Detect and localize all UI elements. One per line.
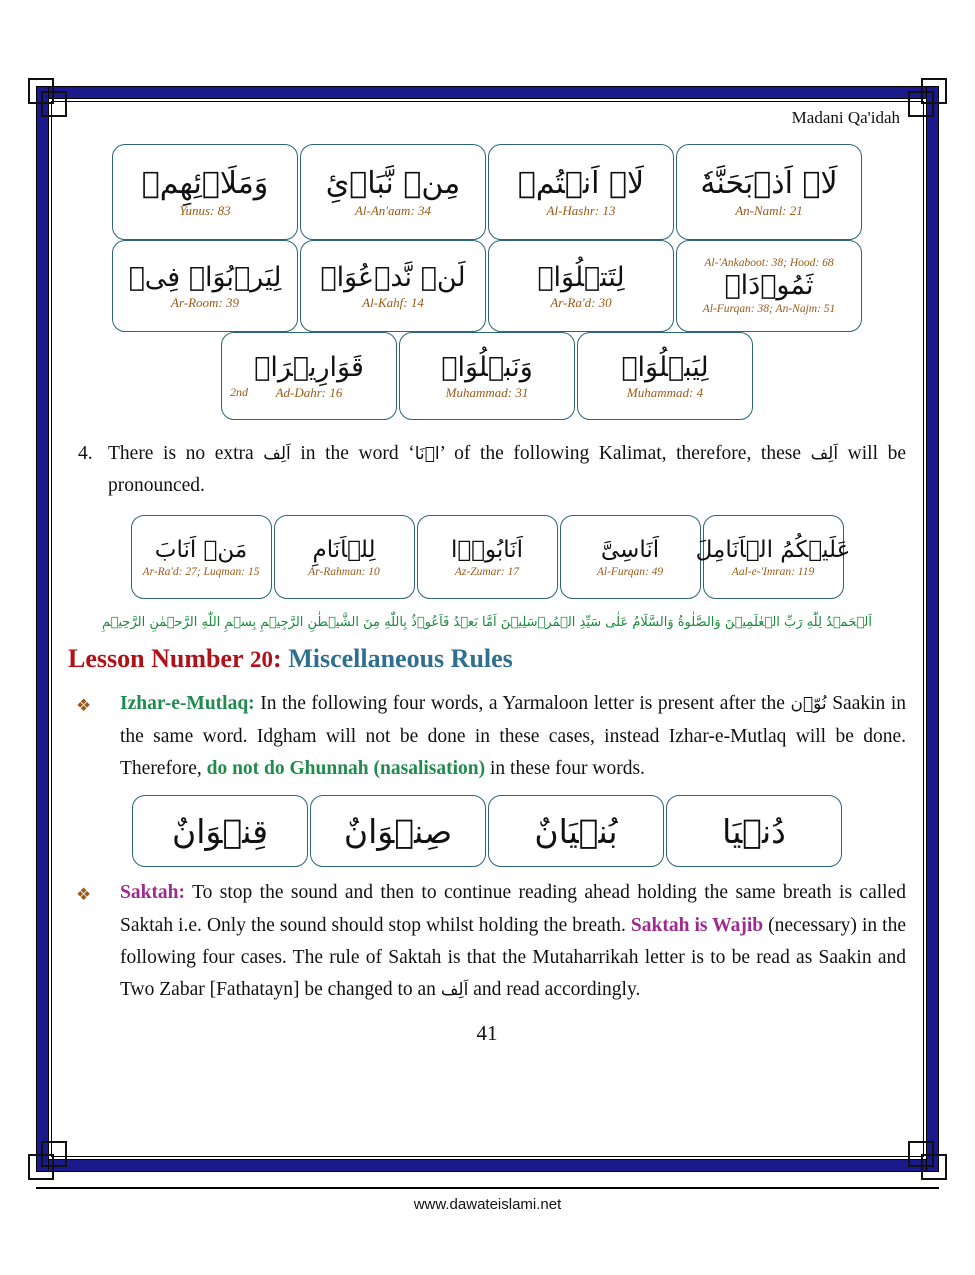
lesson-title: Miscellaneous Rules <box>288 644 513 674</box>
word-reference: Ar-Ra'd: 27; Luqman: 15 <box>142 566 260 579</box>
word-box <box>131 515 272 599</box>
word-box <box>577 332 753 420</box>
word-box <box>488 795 664 867</box>
word-reference: An-Naml: 21 <box>735 203 803 219</box>
word-box <box>300 144 486 240</box>
word-box-row-4 <box>68 515 906 599</box>
word-arabic: صِنۡوَانٌ <box>343 811 453 851</box>
word-reference: Ad-Dahr: 16 <box>275 385 343 401</box>
frame-bar-right <box>926 86 939 1172</box>
bullet-text-a: To stop the sound and then to continue reading ahead holding the same breath is called Saktah i.e. Only the sound should stop whilst holding the breath. <box>120 882 906 936</box>
word-arabic: لِتَتۡلُوَاۡ <box>537 261 625 293</box>
diamond-bullet-icon: ❖ <box>76 696 92 716</box>
word-reference: Yunus: 83 <box>179 203 231 219</box>
frame-inner-line-left <box>51 101 52 1157</box>
word-reference: Al-Kahf: 14 <box>362 295 424 311</box>
word-box <box>112 240 298 332</box>
bullet-text-c: and read accordingly. <box>468 979 641 1001</box>
corner-ornament-top-right <box>901 78 947 124</box>
word-reference: Ar-Ra'd: 30 <box>550 295 612 311</box>
word-box <box>666 795 842 867</box>
word-box-row-3 <box>68 332 906 420</box>
corner-ornament-bottom-right <box>901 1134 947 1180</box>
word-box <box>132 795 308 867</box>
para-text-part1: There is no extra <box>108 443 264 464</box>
bullet-text-a: In the following four words, a Yarmaloon letter is present after the <box>254 693 791 715</box>
paragraph-body <box>120 688 906 785</box>
bullet-text-c: in these four words. <box>485 757 645 779</box>
para-text-part3: ’ of the following Kalimat, therefore, these <box>439 443 811 464</box>
lesson-colon: : <box>273 644 282 674</box>
word-reference: Aal-e-'Imran: 119 <box>731 566 815 579</box>
lesson-number: 20 <box>250 647 274 673</box>
word-arabic: قَوَارِيۡرَاۡ <box>254 351 364 383</box>
word-reference: Muhammad: 4 <box>626 385 704 401</box>
word-box-row-1 <box>68 144 906 240</box>
word-reference: Muhammad: 31 <box>445 385 529 401</box>
word-reference: Al-Hashr: 13 <box>546 203 616 219</box>
word-reference: Ar-Rahman: 10 <box>308 566 380 579</box>
word-box <box>676 144 862 240</box>
word-box <box>560 515 701 599</box>
frame-bar-top <box>36 86 939 99</box>
frame-inner-line-bottom <box>51 1156 924 1157</box>
frame-inner-line-top <box>51 101 924 102</box>
word-arabic: لِيَرۡبُوَاۡ فِیۡ <box>128 261 282 293</box>
inline-arabic-alif: اَلِف <box>263 444 291 464</box>
word-reference: Az-Zumar: 17 <box>454 566 520 579</box>
bullet-paragraph-saktah <box>68 877 906 1006</box>
bullet-term: Izhar-e-Mutlaq: <box>120 693 255 715</box>
word-box-row-5 <box>68 795 906 867</box>
numbered-paragraph-4 <box>68 438 906 501</box>
inline-arabic-ana: اۡنَا <box>414 444 440 464</box>
word-reference-top: Al-'Ankaboot: 38; Hood: 68 <box>704 256 834 269</box>
word-arabic: اَنَابُوۡۤا <box>450 537 524 564</box>
word-arabic: دُنۡيَا <box>722 811 786 851</box>
bullet-term: Saktah: <box>120 882 186 904</box>
inline-arabic-alif: اَلِف <box>440 980 469 1001</box>
word-box <box>112 144 298 240</box>
lesson-heading <box>68 644 906 674</box>
word-arabic: لَنۡ نَّدۡعُوَاۡ <box>320 261 466 293</box>
word-arabic: مَنۡ اَنَابَ <box>154 537 248 564</box>
footer-url: www.dawateislami.net <box>413 1196 562 1213</box>
word-reference: Al-An'aam: 34 <box>354 203 432 219</box>
word-reference: Al-Furqan: 49 <box>596 566 664 579</box>
word-box <box>399 332 575 420</box>
word-arabic: لَاۡ اَنۡتُمۡ <box>517 165 645 201</box>
footer-rule <box>36 1187 939 1189</box>
para-text-part4: will be pronounced. <box>108 443 907 496</box>
word-reference: Ar-Room: 39 <box>171 295 239 311</box>
word-box <box>488 144 674 240</box>
word-box <box>417 515 558 599</box>
bullet-highlight: Saktah is Wajib <box>630 914 764 936</box>
paragraph-body <box>108 438 906 501</box>
frame-bar-bottom <box>36 1159 939 1172</box>
bullet-highlight: do not do Ghunnah (nasalisation) <box>206 757 486 779</box>
para-text-part2: in the word ‘ <box>290 443 415 464</box>
word-box <box>676 240 862 332</box>
lesson-label: Lesson Number <box>68 644 244 674</box>
word-box <box>310 795 486 867</box>
word-box <box>221 332 397 420</box>
word-box <box>300 240 486 332</box>
frame-inner-line-right <box>923 101 924 1157</box>
bullet-paragraph-izhar-e-mutlaq <box>68 688 906 785</box>
word-arabic: عَلَيۡكُمُ الۡاَنَامِلَ <box>695 537 851 564</box>
word-reference: Al-Furqan: 38; An-Najm: 51 <box>702 303 836 316</box>
word-box <box>695 515 851 599</box>
word-box <box>488 240 674 332</box>
word-arabic: ثَمُوۡدَاۡ <box>724 269 814 301</box>
word-arabic: وَنَبۡلُوَاۡ <box>441 351 533 383</box>
bullet-text-b: (necessary) in the following four cases. The rule of Saktah is that the Mutaharrikah letter is to be read as Saakin and Two Zabar [Fathatayn] be changed to an <box>120 914 906 1001</box>
ordinal-marker: 2nd <box>230 385 248 399</box>
inline-arabic-alif-2: اَلِف <box>810 444 839 464</box>
page-content <box>68 108 906 1148</box>
word-box-row-2 <box>68 240 906 332</box>
inline-arabic-noon: نُوّۡن <box>790 694 827 715</box>
frame-bar-left <box>36 86 49 1172</box>
bullet-marker <box>68 877 120 1006</box>
word-arabic: لِلۡاَنَامِ <box>312 537 376 564</box>
word-arabic: وَمَلَاۡئِهِمۡ <box>141 165 269 201</box>
list-number: 4. <box>78 443 93 464</box>
word-arabic: قِنۡوَانٌ <box>172 811 268 851</box>
paragraph-body <box>120 877 906 1006</box>
word-arabic: مِنۡ نَّبَاۡئِ <box>325 165 461 201</box>
word-box <box>274 515 415 599</box>
running-head: Madani Qa'idah <box>791 108 900 127</box>
word-arabic: لِيَبۡلُوَاۡ <box>621 351 709 383</box>
word-arabic: اَنَاسِیَّ <box>600 537 660 564</box>
diamond-bullet-icon: ❖ <box>76 885 92 905</box>
word-arabic: بُنۡيَانٌ <box>534 811 618 851</box>
bullet-text-b: Saakin in the same word. Idgham will not be done in these cases, instead Izhar-e-Mutlaq will be done. Therefore, <box>120 693 906 779</box>
arabic-invocation-line: اَلۡحَمۡدُ لِلّٰهِ رَبِّ الۡعٰلَمِیۡنَ وَالصَّلٰوةُ وَالسَّلَامُ عَلٰى سَیِّدِ الۡمُرۡسَلِیۡنَ اَمَّا بَعۡدُ فَاَعُوۡذُ بِاللّٰهِ مِنَ الشَّیۡطٰنِ الرَّجِیۡمِ بِسۡمِ اللّٰهِ الرَّحۡمٰنِ الرَّحِیۡمِ <box>102 615 872 631</box>
page-number: 41 <box>476 1020 498 1045</box>
bullet-marker <box>68 688 120 785</box>
word-arabic: لَاۡ اَذۡبَحَنَّهٗ <box>700 165 838 201</box>
